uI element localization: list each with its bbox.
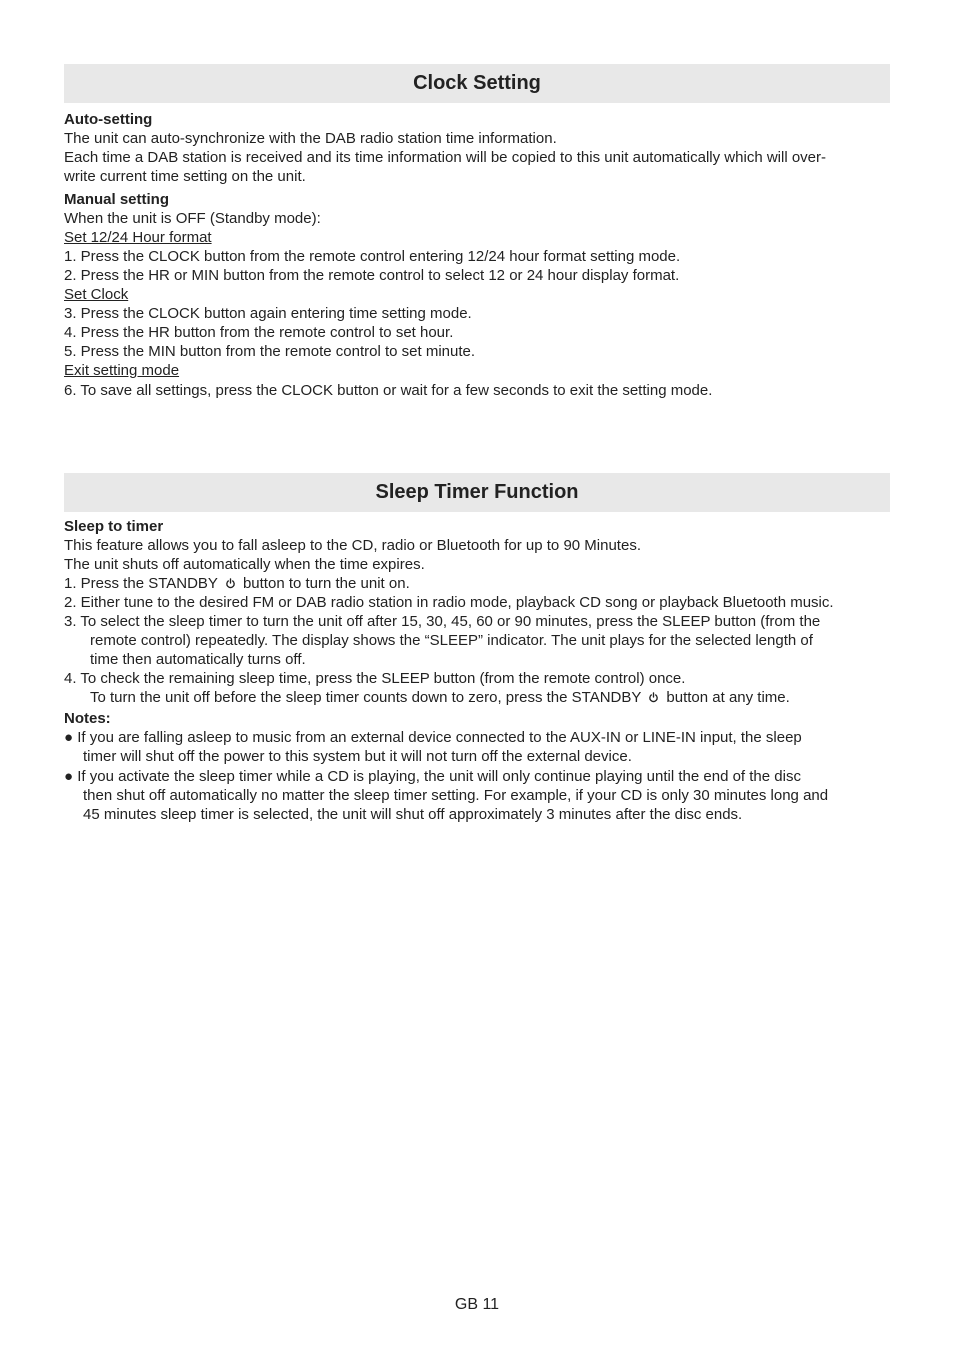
sleep-timer-title: Sleep Timer Function [64, 473, 890, 512]
step-item-continued: To turn the unit off before the sleep timer counts down to zero, press the STANDBY button at any time. [90, 689, 790, 706]
notes-heading: Notes: [64, 710, 111, 727]
step-item: 4. Press the HR button from the remote control to set hour. [64, 324, 454, 341]
sleep-timer-body [64, 517, 894, 824]
page-number: GB 11 [454, 1296, 500, 1313]
note-item: ● If you activate the sleep timer while a CD is playing, the unit will only continue playing until the end of the disc [64, 768, 801, 785]
power-icon [648, 692, 659, 703]
step-item: 4. To check the remaining sleep time, press the SLEEP button (from the remote control) once. [64, 670, 686, 687]
clock-setting-title: Clock Setting [64, 64, 890, 103]
auto-setting-text: The unit can auto-synchronize with the DAB radio station time information. [64, 130, 557, 147]
step-item-continued: time then automatically turns off. [90, 651, 306, 668]
auto-setting-text: write current time setting on the unit. [64, 168, 306, 185]
step-item: 1. Press the STANDBY button to turn the unit on. [64, 575, 410, 592]
step-item: 3. To select the sleep timer to turn the unit off after 15, 30, 45, 60 or 90 minutes, press the SLEEP button (from the [64, 613, 821, 630]
step-item: 2. Press the HR or MIN button from the remote control to select 12 or 24 hour display format. [64, 267, 680, 284]
note-item-continued: 45 minutes sleep timer is selected, the unit will shut off approximately 3 minutes after the disc ends. [83, 806, 743, 823]
note-item-continued: timer will shut off the power to this system but it will not turn off the external device. [83, 748, 632, 765]
sleep-to-timer-heading: Sleep to timer [64, 518, 164, 535]
auto-setting-text: Each time a DAB station is received and its time information will be copied to this unit automatically which will over- [64, 149, 826, 166]
sleep-intro-text: The unit shuts off automatically when the time expires. [64, 556, 425, 573]
step-item: 6. To save all settings, press the CLOCK button or wait for a few seconds to exit the setting mode. [64, 382, 713, 399]
manual-setting-intro: When the unit is OFF (Standby mode): [64, 210, 321, 227]
power-icon [225, 578, 236, 589]
manual-setting-heading: Manual setting [64, 191, 170, 208]
note-item-continued: then shut off automatically no matter the sleep timer setting. For example, if your CD is only 30 minutes long and [83, 787, 829, 804]
step-item-continued: remote control) repeatedly. The display shows the “SLEEP” indicator. The unit plays for the selected length of [90, 632, 813, 649]
subheading-hour-format: Set 12/24 Hour format [64, 229, 212, 246]
clock-setting-body [64, 110, 894, 400]
step-item: 5. Press the MIN button from the remote control to set minute. [64, 343, 476, 360]
step-item: 2. Either tune to the desired FM or DAB radio station in radio mode, playback CD song or playback Bluetooth music. [64, 594, 834, 611]
sleep-intro-text: This feature allows you to fall asleep to the CD, radio or Bluetooth for up to 90 Minutes. [64, 537, 641, 554]
subheading-set-clock: Set Clock [64, 286, 129, 303]
step-item: 1. Press the CLOCK button from the remote control entering 12/24 hour format setting mode. [64, 248, 681, 265]
subheading-exit-setting: Exit setting mode [64, 362, 180, 379]
note-item: ● If you are falling asleep to music from an external device connected to the AUX-IN or LINE-IN input, the sleep [64, 729, 802, 746]
auto-setting-heading: Auto-setting [64, 111, 153, 128]
step-item: 3. Press the CLOCK button again entering time setting mode. [64, 305, 472, 322]
